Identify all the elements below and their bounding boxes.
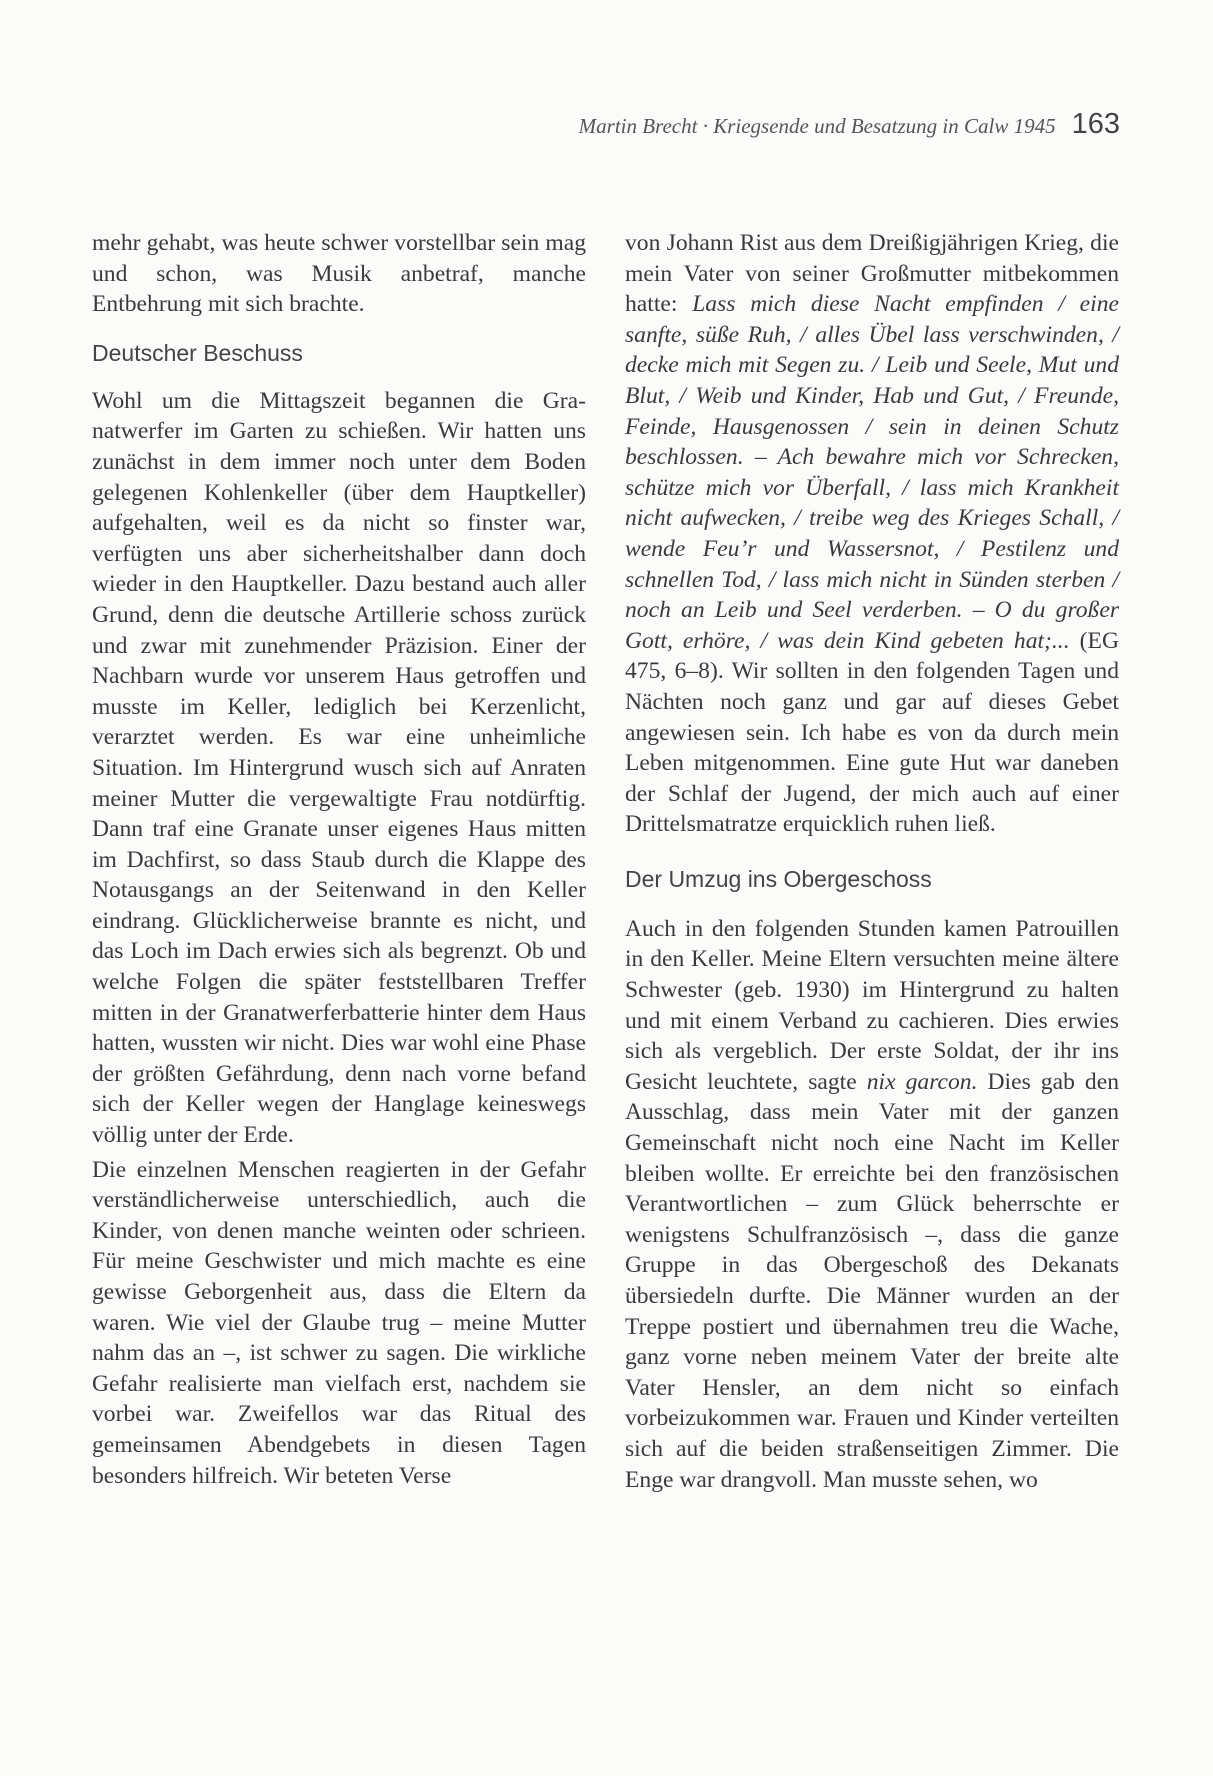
text-run: Auch in den folgenden Stunden kamen Patrouillen in den Keller. Meine Eltern versuchten meine ältere Schwester (geb. 1930) im Hintergrund zu halten und mit einem Verband zu cachieren. Dies erwies sich als vergeblich. Der erste Soldat, der ihr ins Gesicht leuchtete, sagte: [625, 915, 1119, 1095]
paragraph-umzug: [625, 914, 1119, 1495]
section-heading-umzug: Der Umzug ins Obergeschoss: [625, 865, 932, 892]
text-run: von Johann Rist aus dem Dreißigjährigen Krieg, die mein Vater von seiner Großmutter mitbekommen hatte:: [625, 230, 1119, 318]
running-header: [0, 108, 1120, 152]
left-column: [92, 228, 586, 1491]
paragraph-continued: mehr gehabt, was heute schwer vorstellbar sein mag und schon, was Musik anbetraf, manche Entbehrung mit sich brachte.: [92, 230, 586, 318]
right-column: [625, 228, 1119, 1495]
page-number: 163: [1071, 108, 1120, 140]
section-heading-deutscher-beschuss: Deutscher Beschuss: [92, 339, 303, 366]
paragraph-beschuss: Wohl um die Mittagszeit begannen die Granatwerfer im Garten zu schießen. Wir hatten uns zunächst in dem immer noch unter dem Boden gelegenen Kohlenkeller (über dem Hauptkeller) aufgehalten, weil es da nicht so finster war, verfügten uns aber sicherheitshalber dann doch wieder in den Hauptkeller. Dazu bestand auch aller Grund, denn die deutsche Artillerie schoss zurück und zwar mit zunehmender Präzision. Einer der Nachbarn wurde vor unserem Haus getroffen und musste im Keller, lediglich bei Kerzenlicht, verarztet werden. Es war eine unheimliche Situation. Im Hintergrund wusch sich auf Anraten meiner Mutter die vergewaltigte Frau notdürftig. Dann traf eine Granate unser eigenes Haus mitten im Dachfirst, so dass Staub durch die Klappe des Notausgangs an der Seitenwand in den Keller eindrang. Glücklicherweise brannte es nicht, und das Loch im Dach erwies sich als begrenzt. Ob und welche Folgen die später feststellbaren Treffer mitten in der Granatwerferbatterie hinter dem Haus hatten, wussten wir nicht. Dies war wohl eine Phase der größten Gefährdung, denn nach vorne befand sich der Keller wegen der Hanglage keineswegs völlig unter der Erde.: [92, 387, 586, 1149]
soldier-quote: nix garcon.: [866, 1068, 978, 1095]
running-title: Martin Brecht · Kriegsende und Besatzung in Calw 1945: [578, 114, 1056, 138]
prayer-quote: Lass mich diese Nacht empfinden / eine sanfte, süße Ruh, / alles Übel lass verschwinden, / decke mich mit Segen zu. / Leib und Seele, Mut und Blut, / Weib und Kinder, Hab und Gut, / Freunde, Feinde, Hausgenossen / sein in deinen Schutz beschlossen. – Ach bewahre mich vor Schrecken, schütze mich vor Überfall, / lass mich Krankheit nicht aufwecken, / treibe weg des Krieges Schall, / wende Feu’r und Wassersnot, / Pestilenz und schnellen Tod, / lass mich nicht in Sünden sterben / noch an Leib und Seel verderben. – O du großer Gott, erhöre, / was dein Kind gebeten hat;...: [625, 291, 1119, 654]
paragraph-gebet: [625, 228, 1119, 840]
text-run: Dies gab den Ausschlag, dass mein Vater mit der ganzen Gemeinschaft nicht noch eine Nacht im Keller bleiben wollte. Er erreichte bei den französischen Verantwortlichen – zum Glück beherrschte er wenigstens Schulfranzösisch –, dass die ganze Gruppe in das Obergeschoß des Dekanats übersiedeln durfte. Die Männer wurden an der Treppe postiert und übernahmen treu die Wache, ganz vorne neben meinem Vater der breite alte Vater Hensler, an dem nicht so einfach vorbeizukommen war. Frauen und Kinder verteilten sich auf die beiden straßenseitigen Zimmer. Die Enge war drangvoll. Man musste sehen, wo: [625, 1068, 1119, 1493]
paragraph-menschen: Die einzelnen Menschen reagierten in der Gefahr verständlicherweise unterschiedlich, auch die Kinder, von denen manche weinten oder schrieen. Für meine Geschwister und mich machte es eine gewisse Geborgenheit aus, dass die Eltern da waren. Wie viel der Glaube trug – meine Mutter nahm das an –, ist schwer zu sagen. Die wirkliche Gefahr realisierte man vielfach erst, nachdem sie vorbei war. Zweifellos war das Ritual des gemeinsamen Abendgebets in diesen Tagen besonders hilfreich. Wir beteten Verse: [92, 1156, 586, 1489]
text-run: (EG 475, 6–8). Wir sollten in den folgenden Tagen und Nächten noch ganz und gar auf dieses Gebet angewiesen sein. Ich habe es von da durch mein Leben mitgenommen. Eine gute Hut war daneben der Schlaf der Jugend, der mich auch auf einer Drittelsmatratze erquicklich ruhen ließ.: [625, 627, 1119, 838]
